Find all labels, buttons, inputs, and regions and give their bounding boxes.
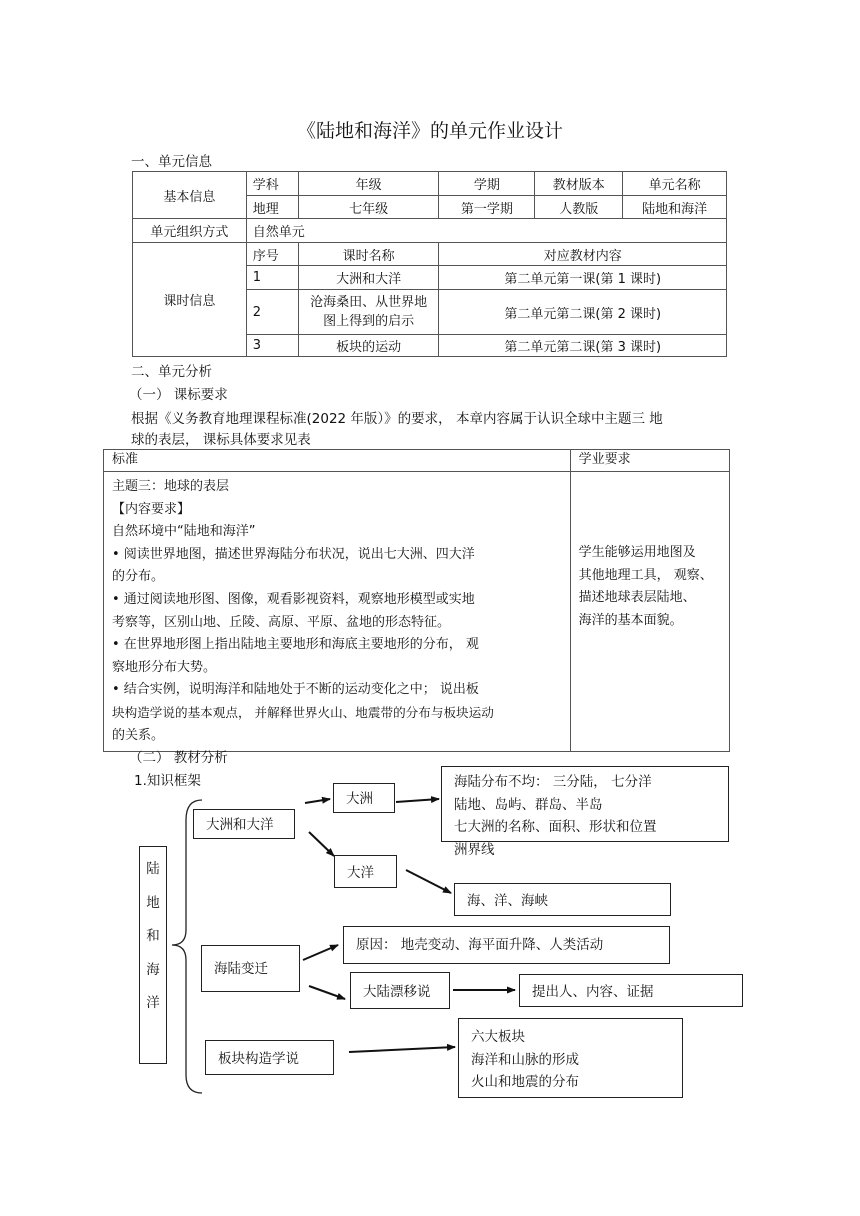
plate-tectonics-box [205,1040,334,1075]
requirement-header: 学业要求 [570,450,729,472]
continental-drift-detail-box [519,974,743,1007]
value-subject: 地理 [246,196,298,219]
standard-line: • 在世界地形图上指出陆地主要地形和海底主要地形的分布， 观 [112,637,479,653]
lesson-name: 板块的运动 [298,335,439,357]
framework-root-box [139,846,167,1064]
lesson-name: 大洲和大洋 [298,266,439,290]
node-label: 大洲和大洋 [206,817,274,833]
standard-line: • 阅读世界地图，描述世界海陆分布状况，说出七大洲、四大洋 [112,546,475,562]
detail-line: 火山和地震的分布 [471,1074,579,1090]
standard-line: • 通过阅读地形图、图像，观看影视资料，观察地形模型或实地 [112,591,475,607]
section-unit-info-heading: 一、单元信息 [131,154,212,170]
detail-line: 陆地、岛屿、群岛、半岛 [454,796,603,813]
lesson-content: 第二单元第二课(第 2 课时) [439,290,727,335]
requirement-line: 海洋的基本面貌。 [578,612,683,628]
lesson-header-content: 对应教材内容 [439,243,727,266]
continents-detail-box [441,766,729,858]
detail-line: 提出人、内容、证据 [532,984,654,1000]
lesson-no: 1 [246,266,298,290]
standard-line: 的分布。 [112,569,165,585]
section-unit-analysis-heading: 二、单元分析 [131,364,212,380]
detail-line: 原因： 地壳变动、海平面升降、人类活动 [356,937,604,953]
standard-header: 标准 [104,450,571,472]
textbook-analysis-heading: （二） 教材分析 [129,750,228,766]
lesson-header-name: 课时名称 [298,243,439,266]
basic-info-label: 基本信息 [133,172,247,219]
lesson-content: 第二单元第二课(第 3 课时) [439,335,727,357]
value-unit-name: 陆地和海洋 [623,196,727,219]
oceans-box [334,855,397,888]
requirement-line: 其他地理工具， 观察、 [578,567,713,583]
standard-line: 主题三：地球的表层 [112,479,230,494]
root-char: 和 [146,928,160,944]
value-grade: 七年级 [298,196,439,219]
header-subject: 学科 [246,172,298,196]
lesson-info-label: 课时信息 [133,243,247,357]
intro-paragraph-line: 球的表层， 课标具体要求见表 [131,432,311,448]
curriculum-requirement-heading: （一） 课标要求 [129,387,228,403]
oceans-detail-box [454,883,671,916]
root-char: 陆 [146,861,160,877]
requirement-line: 学生能够运用地图及 [578,545,696,560]
standard-line: • 结合实例，说明海洋和陆地处于不断的运动变化之中； 说出板 [112,682,479,698]
header-term: 学期 [439,172,535,196]
standard-line: 块构造学说的基本观点， 并解释世界火山、地震带的分布与板块运动 [112,704,494,720]
detail-line: 海、洋、海峡 [467,893,548,909]
standard-line: 察地形分布大势。 [112,659,217,675]
org-label: 单元组织方式 [133,219,247,243]
continents-box [333,783,395,813]
node-label: 板块构造学说 [218,1051,299,1067]
org-value: 自然单元 [246,219,726,243]
root-char: 海 [146,961,160,978]
lesson-content: 第二单元第一课(第 1 课时) [439,266,727,290]
page-title: 《陆地和海洋》的单元作业设计 [296,120,563,142]
reason-box [343,926,670,964]
header-unit-name: 单元名称 [623,172,727,196]
node-label: 大洋 [347,865,374,881]
header-grade: 年级 [298,172,439,196]
standard-line: 的关系。 [112,727,165,743]
continents-oceans-box [193,809,295,839]
lesson-no: 2 [246,290,298,335]
standard-line: 【内容要求】 [112,501,191,517]
intro-paragraph-line: 根据《义务教育地理课程标准(2022 年版）》的要求， 本章内容属于认识全球中主题三 地 [131,411,663,427]
lesson-no: 3 [246,335,298,357]
standard-line: 考察等，区别山地、丘陵、高原、平原、盆地的形态特征。 [112,614,451,630]
requirement-line: 描述地球表层陆地、 [578,590,696,606]
lesson-name: 沧海桑田、从世界地图上得到的启示 [298,290,439,335]
node-label: 海陆变迁 [214,961,268,977]
detail-line: 海洋和山脉的形成 [471,1051,579,1068]
root-char: 地 [146,894,160,911]
root-char: 洋 [146,995,160,1011]
header-edition: 教材版本 [535,172,623,196]
value-term: 第一学期 [439,196,535,219]
lesson-header-no: 序号 [246,243,298,266]
detail-line: 六大板块 [471,1029,525,1045]
detail-line: 海陆分布不均： 三分陆， 七分洋 [454,774,652,790]
value-edition: 人教版 [535,196,623,219]
node-label: 大陆漂移说 [363,984,431,1000]
standard-line: 自然环境中“陆地和海洋” [112,524,256,540]
continental-drift-box [350,972,450,1009]
knowledge-framework-heading: 1.知识框架 [134,773,201,789]
plate-tectonics-detail-box [458,1018,683,1098]
land-sea-change-box [201,945,300,992]
detail-line: 七大洲的名称、面积、形状和位置 [454,819,657,835]
node-label: 大洲 [346,791,373,807]
detail-line: 洲界线 [454,841,495,858]
